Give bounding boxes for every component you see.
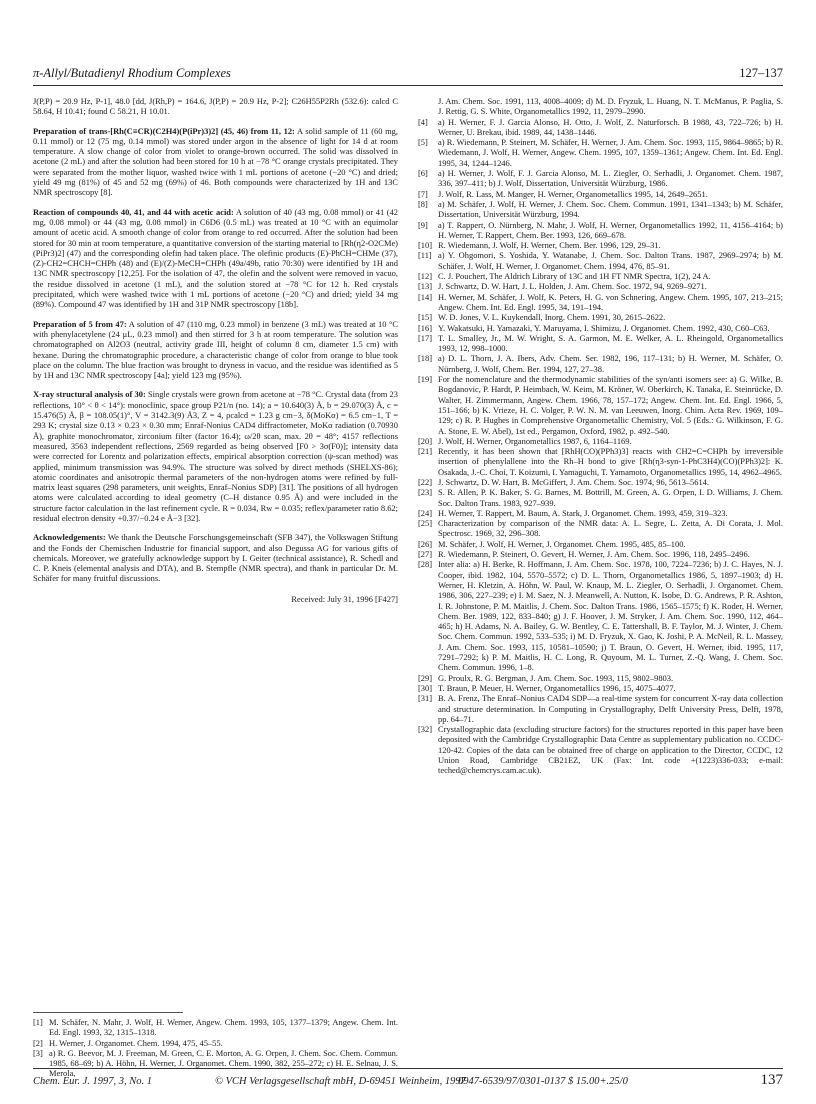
reference-item — [418, 374, 783, 436]
running-head-pages: 127–137 — [739, 66, 783, 80]
page-number: 137 — [760, 1072, 783, 1088]
reference-text: a) R. Wiedemann, P. Steinert, M. Schäfer, H. Werner, J. Am. Chem. Soc. 1993, 115, 9864–9865; b) R. Wiedemann, J. Wolf, H. Werner, Angew. Chem. 1995, 107, 1359–1361; Angew. Chem. Int. Ed. Engl. 1995, 34, 1244–1246. — [438, 137, 783, 168]
reference-item — [418, 292, 783, 313]
reference-text: J. Schwartz, D. W. Hart, J. L. Holden, J. Am. Chem. Soc. 1972, 94, 9269–9271. — [438, 281, 707, 292]
reference-number: [18] — [418, 353, 433, 364]
reference-number: [21] — [418, 446, 433, 457]
reference-item — [33, 1038, 398, 1048]
reference-item — [418, 333, 783, 354]
reference-text: a) H. Werner, J. Wolf, F. J. Garcia Alonso, M. L. Ziegler, O. Serhadli, J. Organomet. Chem. 1987, 336, 397–411; b) J. Wolf, Dissertation, Universität Würzburg, 1986. — [438, 168, 783, 189]
reference-number: [24] — [418, 507, 433, 518]
paragraph-text: We thank the Deutsche Forschungsgemeinschaft (SFB 347), the Volkswagen Stiftung and the Fonds der Chemischen Industrie for financial support, and also Degussa AG for various gifts of chemicals. Moreover, we gratefully acknowledge support by I. Geiter (technical assistance), R. Schedl and C. P. Kneis (elemental analysis and DTA), and B. Stempfle (NMR spectra), and thank in particular Dr. M. Schäfer for many fruitful discussions. — [33, 532, 398, 584]
reference-text: M. Schäfer, N. Mahr, J. Wolf, H. Werner, Angew. Chem. 1993, 105, 1377–1379; Angew. Chem. Int. Ed. Engl. 1993, 32, 1315–1318. — [49, 1017, 398, 1038]
running-head-title: π-Allyl/Butadienyl Rhodium Complexes — [33, 66, 231, 80]
reference-number: [5] — [418, 137, 428, 148]
section-run-in: X-ray structural analysis of 30: — [33, 389, 146, 400]
reference-text: R. Wiedemann, J. Wolf, H. Werner, Chem. Ber. 1996, 129, 29–31. — [438, 240, 661, 251]
reference-item — [418, 508, 783, 518]
reference-number: [4] — [418, 116, 428, 127]
paragraph-preparation-5 — [33, 319, 398, 381]
left-references — [33, 1017, 398, 1079]
paragraph-preparation-45-46 — [33, 126, 398, 198]
reference-number: [20] — [418, 435, 433, 446]
reference-number: [12] — [418, 271, 433, 282]
reference-number — [418, 96, 438, 117]
reference-number: [19] — [418, 374, 433, 385]
reference-text: Crystallographic data (excluding structure factors) for the structures reported in this paper have been deposited with the Cambridge Crystallographic Data Centre as supplementary publication no. CCDC-120-42. Copies of the data can be obtained free of charge on application to the Director, CCDC, 12 Union Road, Cambridge CB21EZ, UK (Fax: Int. code +(1223)336-033; e-mail: teched@chemcrys.cam.ac.uk). — [438, 724, 783, 776]
reference-item — [418, 549, 783, 559]
reference-number: [17] — [418, 332, 433, 343]
reference-text: a) M. Schäfer, J. Wolf, H. Werner, J. Chem. Soc. Chem. Commun. 1991, 1341–1343; b) M. Schäfer, Dissertation, Universität Würzburg, 1994. — [438, 198, 783, 220]
reference-item — [418, 724, 783, 775]
reference-text: a) Y. Ohgomori, S. Yoshida, Y. Watanabe, J. Chem. Soc. Dalton Trans. 1987, 2969–2974; b) M. Schäfer, J. Wolf, H. Werner, J. Organomet. Chem. 1994, 476, 85–91. — [438, 250, 783, 271]
reference-item — [418, 250, 783, 271]
reference-text: T. L. Smalley, Jr., M. W. Wright, S. A. Garmon, M. E. Welker, A. L. Rheingold, Organometallics 1993, 12, 998–1000. — [438, 332, 783, 354]
reference-number: [26] — [418, 538, 433, 549]
reference-text: a) H. Werner, F. J. Garcia Alonso, H. Otto, J. Wolf, Z. Naturforsch. B 1988, 43, 722–726; b) H. Werner, U. Brekau, ibid. 1989, 44, 1438–1446. — [438, 116, 783, 137]
reference-number: [23] — [418, 487, 433, 498]
references-rule — [33, 1012, 183, 1013]
reference-item — [418, 312, 783, 322]
reference-text: G. Proulx, R. G. Bergman, J. Am. Chem. Soc. 1993, 115, 9802–9803. — [438, 672, 674, 683]
reference-text: H. Werner, J. Organomet. Chem. 1994, 475, 45–55. — [49, 1037, 223, 1048]
footer-rule — [33, 1068, 783, 1069]
reference-text: W. D. Jones, V. L. Kuykendall, Inorg. Chem. 1991, 30, 2615–2622. — [438, 312, 666, 323]
reference-number: [14] — [418, 291, 433, 302]
reference-number: [25] — [418, 518, 433, 529]
reference-number: [16] — [418, 322, 433, 333]
reference-item — [418, 539, 783, 549]
reference-item — [418, 477, 783, 487]
reference-number: [30] — [418, 682, 433, 693]
right-column — [418, 96, 783, 776]
reference-number: [7] — [418, 188, 428, 199]
reference-number: [27] — [418, 549, 433, 560]
reference-item — [418, 436, 783, 446]
paragraph-text: Single crystals were grown from acetone at −78 °C. Crystal data (from 23 reflections, 10° < θ < 14°): monoclinic, space group P21/n (no. 14); a = 10.640(3) Å, b = 29.070(3) Å, c = 15.476(5) Å, β = 108.05(1)°, V = 3142.3(9) Å3, Z = 4, ρcalcd = 1.23 g cm−3, δ(MoKα) = 6.5 cm−1, T = 293 K; crystal size 0.13 × 0.23 × 0.30 mm; Enraf-Nonius CAD4 diffractometer, MoKα radiation (0.70930 Å), graphite monochromator, zirconium filter (factor 16.4); ω/2θ scan, max. 2θ = 48°; 4157 reflections measured, 3563 independent reflections, 2569 regarded as being observed [F0 > 3σ(F0)]; intensity data were corrected for Lorentz and polarization effects, empirical absorption correction (ψ-scan method) was applied, minimum transmission was 94.9%. The structure was solved by direct methods (SHELXS-86); atomic coordinates and anisotropic thermal parameters of the non-hydrogen atoms were refined by full-matrix least squares (298 parameters, unit weights, Enraf–Nonius SDP) [31]. The positions of all hydrogen atoms were calculated according to ideal geometry (C–H distance 0.95 Å) and were included in the structure factor calculation in the last refinement cycle. R = 0.034, Rw = 0.035; reflex/parameter ratio 8.62; residual electron density +0.37/−0.24 e Å−3 [32]. — [33, 389, 398, 523]
reference-item — [418, 281, 783, 291]
reference-number: [29] — [418, 672, 433, 683]
reference-item — [418, 168, 783, 189]
paragraph-nmr-data — [33, 96, 398, 117]
reference-text: Y. Wakatsuki, H. Yamazaki, Y. Maruyama, I. Shimizu, J. Organomet. Chem. 1992, 430, C60–C63. — [438, 322, 770, 333]
reference-number: [6] — [418, 168, 428, 179]
reference-number: [22] — [418, 476, 433, 487]
reference-text: H. Werner, M. Schäfer, J. Wolf, K. Peters, H. G. von Schnering, Angew. Chem. 1995, 107, 213–215; Angew. Chem. Int. Ed. Engl. 1995, 34, 191–194. — [438, 291, 783, 312]
reference-number: [9] — [418, 219, 428, 230]
reference-number: [15] — [418, 312, 433, 323]
reference-item — [418, 518, 783, 539]
paragraph-xray — [33, 389, 398, 523]
reference-item — [418, 199, 783, 220]
reference-text: a) R. G. Beevor, M. J. Freeman, M. Green, C. E. Morton, A. G. Orpen, J. Chem. Soc. Chem. Commun. 1985, 68–69; b) A. Höhn, H. Werner, J. Organomet. Chem. 1990, 382, 255–272; c) H. E. Selnau, J. S. Merola, — [49, 1047, 398, 1079]
reference-text: T. Braun, P. Meuer, H. Werner, Organometallics 1996, 15, 4075–4077. — [438, 682, 676, 693]
page-footer — [33, 1074, 783, 1092]
reference-number: [2] — [33, 1037, 43, 1048]
paragraph-text: J(P,P) = 20.9 Hz, P-1], 48.0 [dd, J(Rh,P) = 164.6, J(P,P) = 20.9 Hz, P-2]; C26H55P2Rh (532.6): calcd C 58.64, H 10.41; found C 58.21, H 10.01. — [33, 96, 398, 117]
paragraph-text: A solution of 47 (110 mg, 0.23 mmol) in benzene (3 mL) was treated at 10 °C with phenylacetylene (24 μL, 0.23 mmol) and then stirred for 3 h at room temperature. The solution was chromatographed on Al2O3 (neutral, activity grade III, height of column 8 cm, diameter 1.5 cm) with hexane. During the chromatographic procedure, a characteristic change of color from orange to blue took place on the column. The blue fraction was brought to dryness in vacuo, and the residue was identified as 5 by 1H and 13C NMR spectroscopy [4a]; yield 123 mg (95%). — [33, 318, 399, 381]
header-rule — [33, 85, 783, 86]
reference-number: [10] — [418, 240, 433, 251]
reference-item — [418, 323, 783, 333]
reference-number: [28] — [418, 559, 433, 570]
reference-item — [418, 96, 783, 117]
paragraph-text: A solution of 40 (43 mg, 0.08 mmol) or 41 (42 mg, 0.08 mmol) or 44 (43 mg, 0.08 mmol) in C6D6 (0.5 mL) was treated at 10 °C with an equimolar amount of acetic acid. A smooth change of color from orange to red occurred. After the solution had been stored for 30 min at room temperature, a quantitative conversion of the starting material to [Rh(η2-O2CMe)(PiPr3)2] (47) and the corresponding olefin had taken place. The olefinic products (E)-PhCH=CHMe (37), (Z)-CH2=CHCH=CHPh (48) and (E)/(Z)-MeCH=CHPh (49a/49b, ratio 70:30) were identified by 1H and 13C NMR spectroscopy [12,25]. For the isolation of 47, the olefin and the solvent were removed in vacuo, the residue dissolved in acetone (1 mL), and the solution stored at −78 °C for 12 h. Red crystals precipitated, which were washed twice with 1 mL portions of acetone (−20 °C) and dried; yield 34 mg (89%). Compound 47 was identified by 1H and 31P NMR spectroscopy [18b]. — [33, 206, 399, 310]
left-column — [33, 96, 398, 604]
reference-number: [8] — [418, 198, 428, 209]
reference-text: Recently, it has been shown that [RhH(CO)(PPh3)3] reacts with CH2=C=CHPh by irreversible insertion of phenylallene into the Rh–H bond to give [Rh(η3-syn-1-PhC3H4)(CO)(PPh3)2]: K. Osakada, J.-C. Choi, T. Koizumi, I. Yamaguchi, T. Yamamoto, Organometallics 1995, 14, 4962–4965. — [438, 446, 783, 477]
reference-text: J. Am. Chem. Soc. 1991, 113, 4008–4009; d) M. D. Fryzuk, L. Huang, N. T. McManus, P. Paglia, S. J. Rettig, G. S. White, Organometallics 1992, 11, 2979–2990. — [438, 96, 783, 117]
reference-text: J. Wolf, R. Lass, M. Manger, H. Werner, Organometallics 1995, 14, 2649–2651. — [438, 188, 708, 199]
footer-copyright: © VCH Verlagsgesellschaft mbH, D-69451 Weinheim, 1997 — [215, 1076, 466, 1087]
running-head — [33, 66, 783, 82]
reference-text: M. Schäfer, J. Wolf, H. Werner, J. Organomet. Chem. 1995, 485, 85–100. — [438, 538, 686, 549]
reference-item — [418, 559, 783, 672]
reference-item — [418, 693, 783, 724]
reference-number: [31] — [418, 693, 433, 704]
reference-item — [418, 271, 783, 281]
footer-journal: Chem. Eur. J. 1997, 3, No. 1 — [33, 1076, 152, 1087]
reference-text: Characterization by comparison of the NMR data: A. L. Segre, L. Zetta, A. Di Corata, J. Mol. Spectrosc. 1969, 32, 296–308. — [438, 518, 783, 539]
reference-text: J. Wolf, H. Werner, Organometallics 1987, 6, 1164–1169. — [438, 435, 632, 446]
reference-item — [418, 189, 783, 199]
reference-text: Inter alia: a) H. Berke, R. Hoffmann, J. Am. Chem. Soc. 1978, 100, 7224–7236; b) J. C. Hayes, N. J. Cooper, ibid. 1982, 104, 5570–5572; c) D. L. Thorn, Organometallics 1986, 5, 1897–1903; d) H. Werner, H. Kletzin, A. Höhn, W. Paul, W. Knaup, M. L. Ziegler, O. Serhadli, J. Organomet. Chem. 1986, 306, 227–239; e) I. M. Saez, N. J. Meanwell, A. Nutton, K. Isobe, D. G. Andrews, P. R. Ashton, I. R. Johnstone, P. M. Maitlis, J. Chem. Soc. Dalton Trans. 1986, 1565–1575; f) K. Roder, H. Werner, Chem. Ber. 1989, 122, 833–840; g) J. F. Hoover, J. M. Stryker, J. Am. Chem. Soc. 1990, 112, 464–465; h) H. Adams, N. A. Bailey, G. W. Bentley, C. E. Tattershall, B. F. Taylor, M. J. Winter, J. Chem. Soc. Chem. Commun. 1992, 533–535; i) M. D. Fryzuk, X. Gao, K. Joshi, P. A. McNeil, R. L. Massey, J. Am. Chem. Soc. 1993, 115, 10581–10590; j) T. Braun, O. Gevert, H. Werner, ibid. 1995, 117, 7291–7292; k) P. M. Maitlis, H. C. Long, R. Quyoum, M. L. Turner, Z.-Q. Wang, J. Chem. Soc. Chem. Commun. 1996, 1–8. — [438, 559, 783, 673]
footer-issn: 0947-6539/97/0301-0137 $ 15.00+.25/0 — [458, 1076, 628, 1087]
section-run-in: Preparation of trans-[Rh(C≡CR)(C2H4)(P(iPr)3)2] (45, 46) from 11, 12: — [33, 125, 295, 136]
reference-item — [418, 220, 783, 241]
reference-text: a) D. L. Thorn, J. A. Ibers, Adv. Chem. Ser. 1982, 196, 117–131; b) H. Werner, M. Schäfer, O. Nürnberg, J. Wolf, Chem. Ber. 1994, 127, 27–38. — [438, 353, 783, 374]
reference-number: [13] — [418, 281, 433, 292]
reference-item — [418, 487, 783, 508]
reference-item — [418, 137, 783, 168]
paragraph-text: A solid sample of 11 (60 mg, 0.11 mmol) or 12 (75 mg, 0.14 mmol) was stored under argon in the absence of light for 14 d at room temperature. A slow change of color from violet to orange-brown occurred. The solid was dissolved in acetone (2 mL) and after the solution had been stored for 10 h at −78 °C orange crystals precipitated. They were separated from the mother liquor, washed twice with 1 mL portions of acetone (−20 °C) and dried; yield 49 mg (81%) of 45 and 52 mg (69%) of 46. Both compounds were characterized by 1H and 13C NMR spectroscopy [8]. — [33, 125, 399, 198]
reference-item — [418, 446, 783, 477]
reference-item — [418, 353, 783, 374]
reference-text: For the nomenclature and the thermodynamic stabilities of the syn/anti isomers see: a) G. Wilke, B. Bogdanovic, P. Hardt, P. Heimbach, W. Keim, M. Kröner, W. Oberkirch, K. Tanaka, E. Steinrücke, D. Walter, H. Zimmermann, Angew. Chem. 1966, 78, 157–172; Angew. Chem. Int. Ed. Engl. 1966, 5, 151–166; b) K. Vrieze, H. C. Volger, P. W. N. M. van Leeuwen, Inorg. Chim. Acta Rev. 1969, 109–129; c) R. P. Hughes in Comprehensive Organometallic Chemistry, Vol. 5 (Eds.: G. Wilkinson, F. G. A. Stone, E. W. Abel), 1st ed., Pergamon, Oxford, 1982, p. 492–540. — [438, 374, 783, 436]
reference-number: [32] — [418, 724, 433, 735]
reference-text: J. Schwartz, D. W. Hart, B. McGiffert, J. Am. Chem. Soc. 1974, 96, 5613–5614. — [438, 476, 709, 487]
reference-text: R. Wiedemann, P. Steinert, O. Gevert, H. Werner, J. Am. Chem. Soc. 1996, 118, 2495–2496. — [438, 549, 750, 560]
received-date: Received: July 31, 1996 [F427] — [291, 593, 398, 604]
reference-item — [418, 673, 783, 683]
reference-item — [418, 240, 783, 250]
section-run-in: Acknowledgements: — [33, 532, 106, 543]
reference-text: S. R. Allen, P. K. Baker, S. G. Barnes, M. Bottrill, M. Green, A. G. Orpen, I. D. Williams, J. Chem. Soc. Dalton Trans. 1983, 927–939. — [438, 487, 783, 508]
reference-number: [11] — [418, 250, 432, 261]
section-run-in: Reaction of compounds 40, 41, and 44 with acetic acid: — [33, 206, 234, 217]
paragraph-acknowledgements — [33, 532, 398, 583]
section-run-in: Preparation of 5 from 47: — [33, 318, 127, 329]
reference-text: B. A. Frenz, The Enraf–Nonius CAD4 SDP—a real-time system for concurrent X-ray data collection and structure determination. In Computing in Crystallography, Delft University Press, Delft, 1978, pp. 64–71. — [438, 693, 783, 724]
reference-number: [3] — [33, 1047, 43, 1058]
reference-text: H. Werner, T. Rappert, M. Baum, A. Stark, J. Organomet. Chem. 1993, 459, 319–323. — [438, 507, 728, 518]
reference-item — [418, 117, 783, 138]
reference-text: a) T. Rappert, O. Nürnberg, N. Mahr, J. Wolf, H. Werner, Organometallics 1992, 11, 4156–4164; b) H. Werner, T. Rappert, Chem. Ber. 1993, 126, 669–678. — [438, 219, 783, 240]
reference-item — [418, 683, 783, 693]
reference-item — [33, 1017, 398, 1038]
reference-text: C. J. Pouchert, The Aldrich Library of 13C and 1H FT NMR Spectra, 1(2), 24 A. — [438, 271, 711, 282]
paragraph-acetic-acid — [33, 207, 398, 310]
reference-number: [1] — [33, 1017, 43, 1027]
